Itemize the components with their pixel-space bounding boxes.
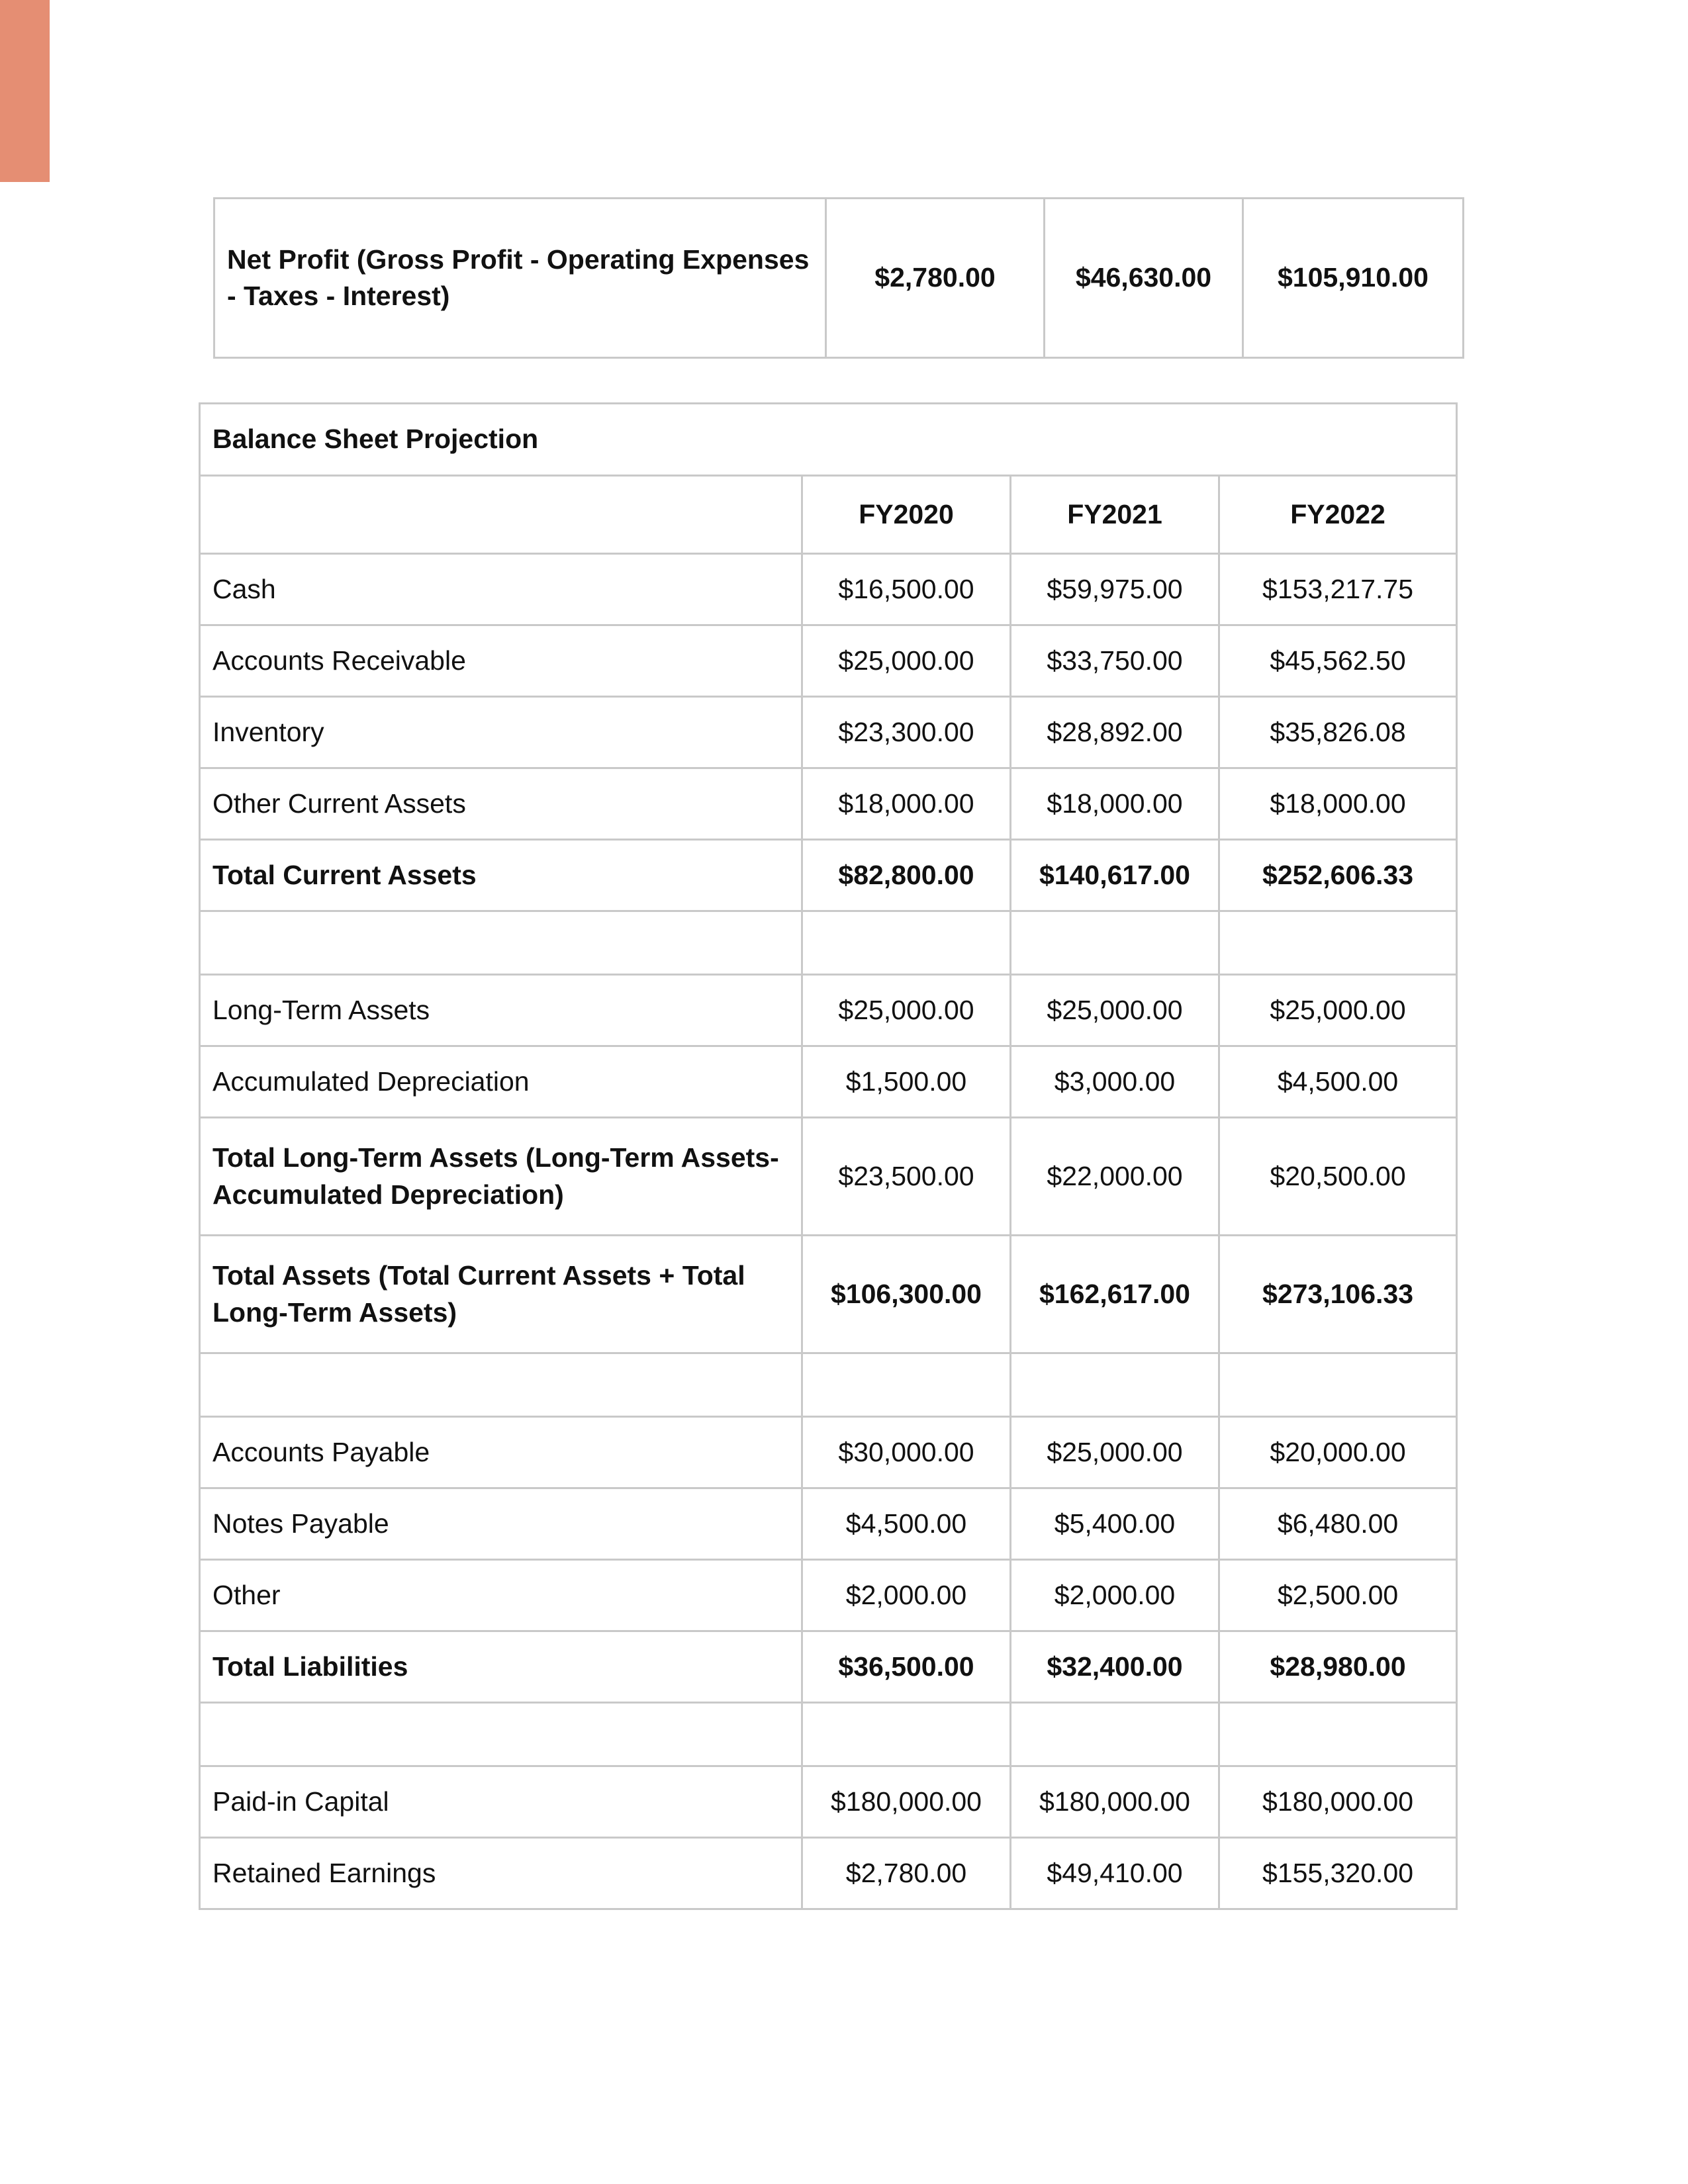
row-label: Accounts Receivable xyxy=(200,625,802,697)
row-label: Inventory xyxy=(200,697,802,768)
cell-fy2020: $25,000.00 xyxy=(802,625,1011,697)
table-row xyxy=(200,1118,1457,1236)
cell-fy2022: $153,217.75 xyxy=(1219,554,1457,625)
cell-fy2021: $180,000.00 xyxy=(1011,1766,1219,1838)
table-row xyxy=(200,1046,1457,1118)
total-row xyxy=(200,840,1457,911)
cell-fy2022: $4,500.00 xyxy=(1219,1046,1457,1118)
cell-fy2021: $140,617.00 xyxy=(1011,840,1219,911)
empty-cell xyxy=(802,911,1011,975)
empty-cell xyxy=(200,1703,802,1766)
cell-fy2021: $59,975.00 xyxy=(1011,554,1219,625)
header-fy2020: FY2020 xyxy=(802,476,1011,554)
cell-fy2020: $82,800.00 xyxy=(802,840,1011,911)
net-profit-row xyxy=(214,199,1464,358)
table-title: Balance Sheet Projection xyxy=(200,404,1457,476)
table-row xyxy=(200,1417,1457,1488)
cell-fy2020: $18,000.00 xyxy=(802,768,1011,840)
cell-fy2021: $162,617.00 xyxy=(1011,1236,1219,1353)
table-row xyxy=(200,554,1457,625)
header-empty-cell xyxy=(200,476,802,554)
spacer-row xyxy=(200,1353,1457,1417)
net-profit-fy2021: $46,630.00 xyxy=(1045,199,1243,358)
cell-fy2021: $32,400.00 xyxy=(1011,1631,1219,1703)
table-row xyxy=(200,697,1457,768)
net-profit-label: Net Profit (Gross Profit - Operating Expenses - Taxes - Interest) xyxy=(214,199,826,358)
cell-fy2021: $49,410.00 xyxy=(1011,1838,1219,1909)
cell-fy2020: $25,000.00 xyxy=(802,975,1011,1046)
cell-fy2021: $2,000.00 xyxy=(1011,1560,1219,1631)
row-label: Total Liabilities xyxy=(200,1631,802,1703)
cell-fy2021: $25,000.00 xyxy=(1011,975,1219,1046)
empty-cell xyxy=(1011,1703,1219,1766)
table-row xyxy=(200,975,1457,1046)
cell-fy2022: $2,500.00 xyxy=(1219,1560,1457,1631)
empty-cell xyxy=(1219,1703,1457,1766)
cell-fy2022: $25,000.00 xyxy=(1219,975,1457,1046)
cell-fy2020: $1,500.00 xyxy=(802,1046,1011,1118)
header-fy2022: FY2022 xyxy=(1219,476,1457,554)
cell-fy2020: $106,300.00 xyxy=(802,1236,1011,1353)
cell-fy2022: $155,320.00 xyxy=(1219,1838,1457,1909)
empty-cell xyxy=(1219,911,1457,975)
row-label: Total Assets (Total Current Assets + Total Long-Term Assets) xyxy=(200,1236,802,1353)
cell-fy2022: $35,826.08 xyxy=(1219,697,1457,768)
cell-fy2020: $4,500.00 xyxy=(802,1488,1011,1560)
row-label: Accumulated Depreciation xyxy=(200,1046,802,1118)
cell-fy2020: $23,300.00 xyxy=(802,697,1011,768)
cell-fy2022: $28,980.00 xyxy=(1219,1631,1457,1703)
cell-fy2021: $25,000.00 xyxy=(1011,1417,1219,1488)
cell-fy2021: $3,000.00 xyxy=(1011,1046,1219,1118)
row-label: Accounts Payable xyxy=(200,1417,802,1488)
cell-fy2021: $22,000.00 xyxy=(1011,1118,1219,1236)
cell-fy2022: $273,106.33 xyxy=(1219,1236,1457,1353)
cell-fy2020: $30,000.00 xyxy=(802,1417,1011,1488)
total-row xyxy=(200,1236,1457,1353)
cell-fy2020: $180,000.00 xyxy=(802,1766,1011,1838)
empty-cell xyxy=(200,911,802,975)
cell-fy2022: $18,000.00 xyxy=(1219,768,1457,840)
cell-fy2020: $23,500.00 xyxy=(802,1118,1011,1236)
table-row xyxy=(200,625,1457,697)
cell-fy2021: $28,892.00 xyxy=(1011,697,1219,768)
cell-fy2022: $180,000.00 xyxy=(1219,1766,1457,1838)
header-row xyxy=(200,476,1457,554)
total-row xyxy=(200,1631,1457,1703)
empty-cell xyxy=(802,1353,1011,1417)
empty-cell xyxy=(200,1353,802,1417)
spacer-row xyxy=(200,911,1457,975)
accent-bar xyxy=(0,0,50,182)
table-row xyxy=(200,768,1457,840)
table-title-row xyxy=(200,404,1457,476)
row-label: Cash xyxy=(200,554,802,625)
cell-fy2021: $5,400.00 xyxy=(1011,1488,1219,1560)
net-profit-fy2020: $2,780.00 xyxy=(826,199,1045,358)
row-label: Total Current Assets xyxy=(200,840,802,911)
row-label: Other xyxy=(200,1560,802,1631)
empty-cell xyxy=(802,1703,1011,1766)
cell-fy2020: $16,500.00 xyxy=(802,554,1011,625)
row-label: Other Current Assets xyxy=(200,768,802,840)
balance-sheet-table xyxy=(199,402,1458,1910)
table-row xyxy=(200,1766,1457,1838)
net-profit-table xyxy=(213,197,1464,359)
cell-fy2022: $45,562.50 xyxy=(1219,625,1457,697)
cell-fy2021: $33,750.00 xyxy=(1011,625,1219,697)
cell-fy2020: $2,780.00 xyxy=(802,1838,1011,1909)
empty-cell xyxy=(1011,1353,1219,1417)
net-profit-fy2022: $105,910.00 xyxy=(1243,199,1464,358)
header-fy2021: FY2021 xyxy=(1011,476,1219,554)
cell-fy2020: $36,500.00 xyxy=(802,1631,1011,1703)
cell-fy2022: $20,000.00 xyxy=(1219,1417,1457,1488)
row-label: Retained Earnings xyxy=(200,1838,802,1909)
row-label: Long-Term Assets xyxy=(200,975,802,1046)
row-label: Total Long-Term Assets (Long-Term Assets-Accumulated Depreciation) xyxy=(200,1118,802,1236)
cell-fy2020: $2,000.00 xyxy=(802,1560,1011,1631)
cell-fy2021: $18,000.00 xyxy=(1011,768,1219,840)
cell-fy2022: $20,500.00 xyxy=(1219,1118,1457,1236)
cell-fy2022: $6,480.00 xyxy=(1219,1488,1457,1560)
empty-cell xyxy=(1011,911,1219,975)
row-label: Notes Payable xyxy=(200,1488,802,1560)
empty-cell xyxy=(1219,1353,1457,1417)
table-row xyxy=(200,1838,1457,1909)
table-row xyxy=(200,1560,1457,1631)
cell-fy2022: $252,606.33 xyxy=(1219,840,1457,911)
table-row xyxy=(200,1488,1457,1560)
row-label: Paid-in Capital xyxy=(200,1766,802,1838)
spacer-row xyxy=(200,1703,1457,1766)
